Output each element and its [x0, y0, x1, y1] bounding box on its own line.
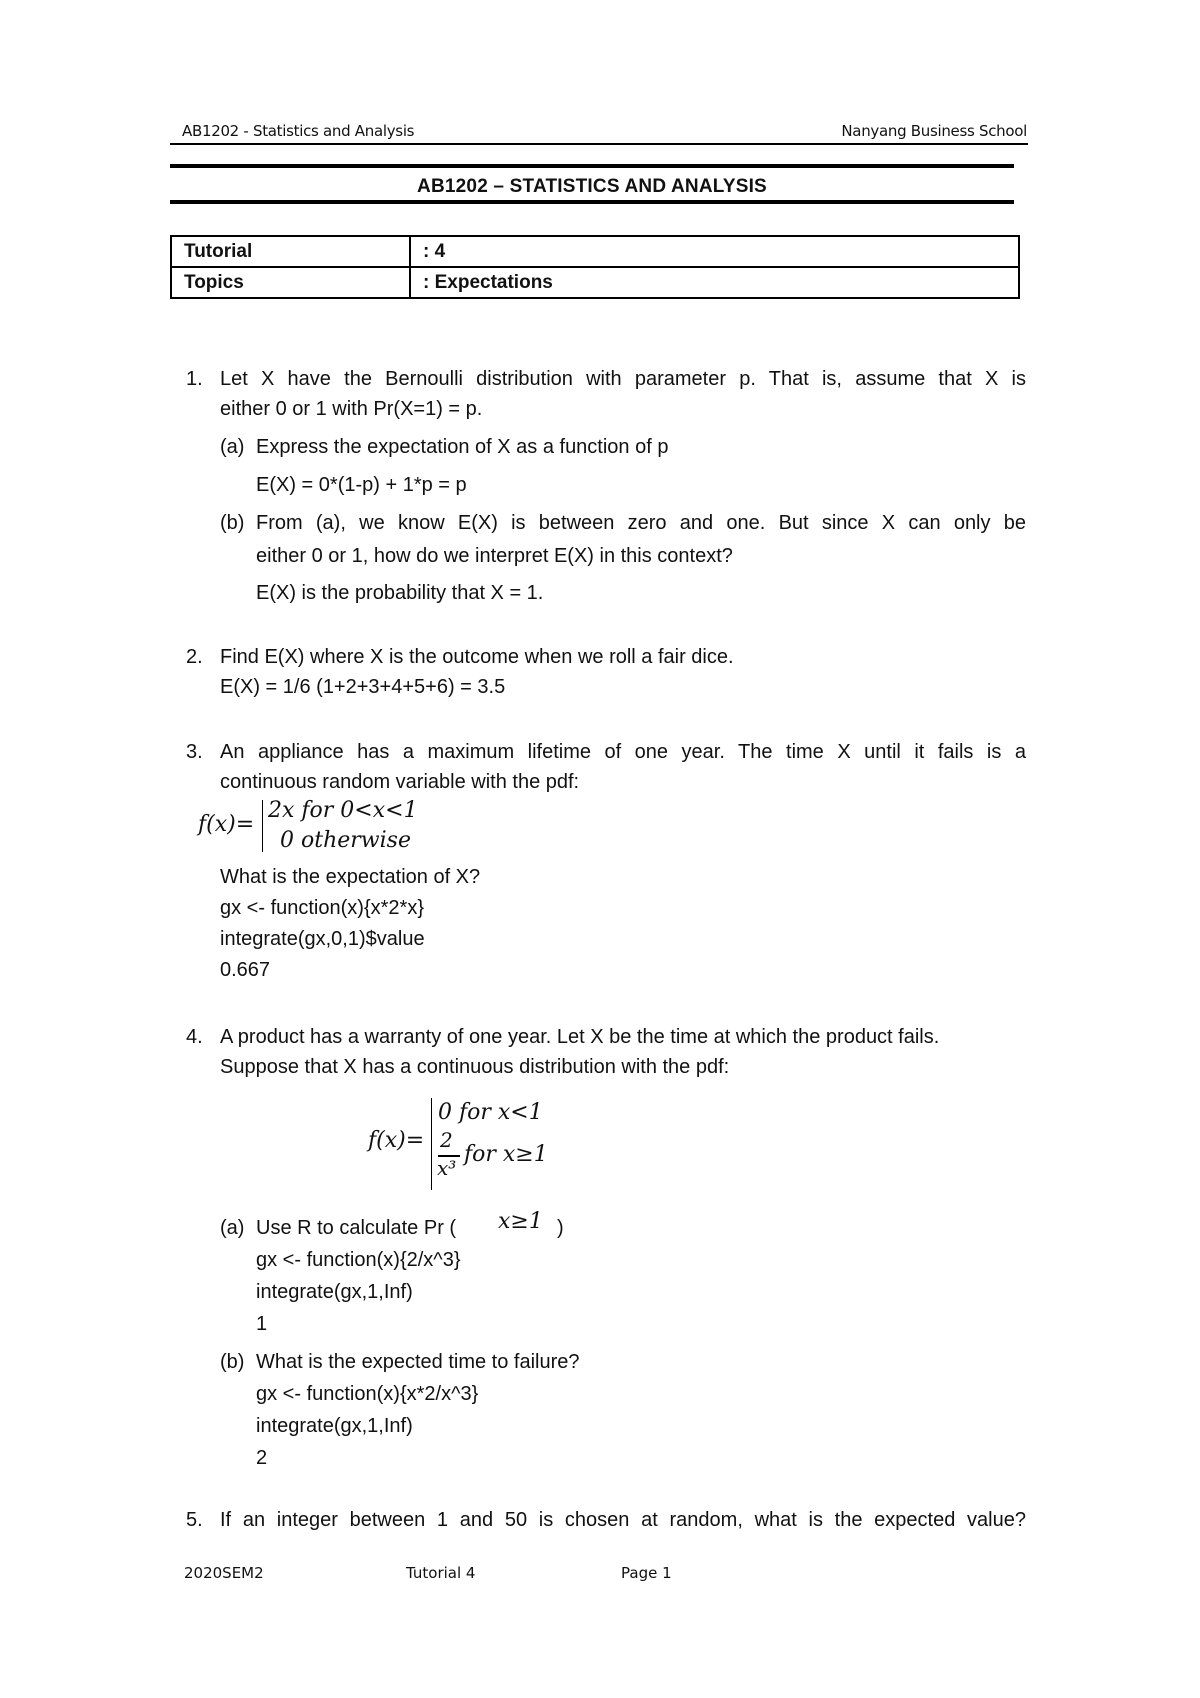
- q4a-result: 1: [256, 1313, 268, 1335]
- q1a-answer: E(X) = 0*(1-p) + 1*p = p: [256, 474, 467, 496]
- q3-line2: continuous random variable with the pdf:: [220, 771, 580, 793]
- q4b-label: (b): [220, 1351, 245, 1373]
- q3-number: 3.: [186, 741, 203, 763]
- q3-brace: [262, 800, 263, 852]
- q1a-label: (a): [220, 436, 245, 458]
- q3-line1: An appliance has a maximum lifetime of one year. The time X until it fails is a: [220, 741, 1026, 763]
- info-row-tutorial: [171, 236, 1019, 267]
- title-rule-top: [170, 164, 1014, 168]
- q3-case1: 2x for 0<x<1: [268, 798, 418, 823]
- q4a-label: (a): [220, 1217, 245, 1239]
- q3-result: 0.667: [220, 959, 271, 981]
- q4-line1: A product has a warranty of one year. Let X be the time at which the product fails.: [220, 1026, 940, 1048]
- info-key: Tutorial: [171, 236, 410, 267]
- footer-semester: 2020SEM2: [184, 1564, 264, 1582]
- q2-number: 2.: [186, 646, 203, 668]
- q4b-code2: integrate(gx,1,Inf): [256, 1415, 413, 1437]
- q5-number: 5.: [186, 1509, 203, 1531]
- q4a-math: x≥1: [498, 1209, 543, 1234]
- q1-line2: either 0 or 1 with Pr(X=1) = p.: [220, 398, 483, 420]
- q1b-line2: either 0 or 1, how do we interpret E(X) in this context?: [256, 545, 733, 567]
- footer-tutorial: Tutorial 4: [406, 1564, 476, 1582]
- title-rule-bottom: [170, 200, 1014, 204]
- q4-case2-condition: for x≥1: [464, 1142, 548, 1167]
- q4-number: 4.: [186, 1026, 203, 1048]
- q1a-text: Express the expectation of X as a function of p: [256, 436, 669, 458]
- q2-answer: E(X) = 1/6 (1+2+3+4+5+6) = 3.5: [220, 676, 506, 698]
- info-key: Topics: [171, 267, 410, 298]
- q1-line1: Let X have the Bernoulli distribution with parameter p. That is, assume that X is: [220, 368, 1026, 390]
- q4b-result: 2: [256, 1447, 268, 1469]
- q5-text: If an integer between 1 and 50 is chosen at random, what is the expected value?: [220, 1509, 1026, 1531]
- q4a-code2: integrate(gx,1,Inf): [256, 1281, 413, 1303]
- q2-text: Find E(X) where X is the outcome when we roll a fair dice.: [220, 646, 734, 668]
- q4b-text: What is the expected time to failure?: [256, 1351, 580, 1373]
- q3-code2: integrate(gx,0,1)$value: [220, 928, 425, 950]
- q1b-line1: From (a), we know E(X) is between zero and one. But since X can only be: [256, 512, 1026, 534]
- q4-case1: 0 for x<1: [438, 1100, 543, 1125]
- q3-code1: gx <- function(x){x*2*x}: [220, 897, 424, 919]
- info-row-topics: [171, 267, 1019, 298]
- q4-case2-denominator: x³: [437, 1156, 457, 1180]
- info-table: [170, 235, 1020, 299]
- q4-fx: f(x)=: [368, 1128, 425, 1153]
- q3-question: What is the expectation of X?: [220, 866, 481, 888]
- q4-brace: [431, 1098, 432, 1190]
- header-rule: [170, 143, 1028, 145]
- info-value: : 4: [410, 236, 1019, 267]
- q4-case2-numerator: 2: [440, 1128, 453, 1152]
- q4-line2: Suppose that X has a continuous distribution with the pdf:: [220, 1056, 730, 1078]
- q1-number: 1.: [186, 368, 203, 390]
- q3-case2: 0 otherwise: [280, 828, 411, 853]
- page-title: AB1202 – STATISTICS AND ANALYSIS: [417, 176, 767, 197]
- footer-page: Page 1: [621, 1564, 672, 1582]
- info-value: : Expectations: [410, 267, 1019, 298]
- header-course: AB1202 - Statistics and Analysis: [182, 122, 415, 140]
- q4b-code1: gx <- function(x){x*2/x^3}: [256, 1383, 479, 1405]
- header-school: Nanyang Business School: [841, 122, 1027, 140]
- q3-fx: f(x)=: [198, 812, 255, 837]
- q1b-answer: E(X) is the probability that X = 1.: [256, 582, 544, 604]
- q4a-text: Use R to calculate Pr (: [256, 1217, 457, 1239]
- q4a-code1: gx <- function(x){2/x^3}: [256, 1249, 461, 1271]
- q4a-close: ): [557, 1217, 564, 1239]
- q1b-label: (b): [220, 512, 245, 534]
